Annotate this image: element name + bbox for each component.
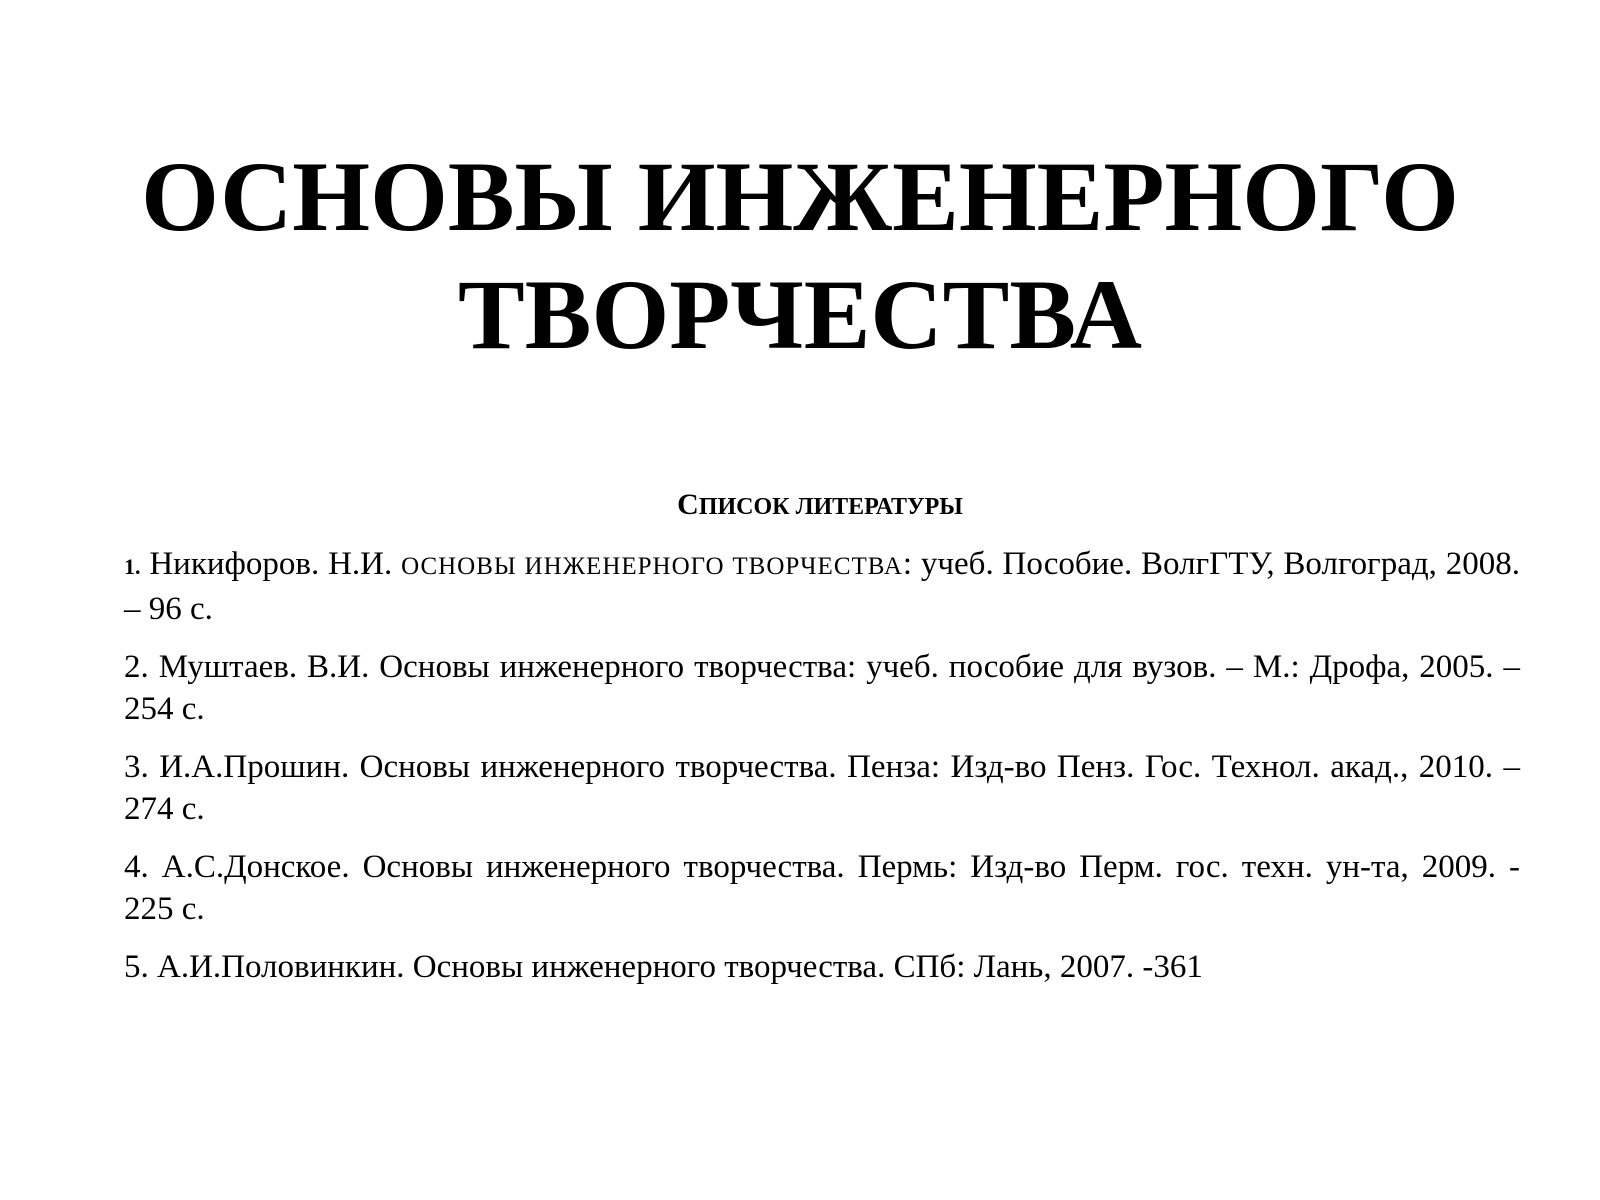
reference-item-2: 2. Муштаев. В.И. Основы инженерного творчества: учеб. пособие для вузов. – М.: Дрофа, 2005. – 254 с. — [124, 649, 1520, 727]
slide-title — [80, 138, 1520, 374]
reference-item-1 — [124, 543, 1520, 630]
reference-details: : учеб. Пособие. ВолгГТУ, Волгоград, 2008. – 96 с. — [124, 546, 1520, 627]
reference-item-3: 3. И.А.Прошин. Основы инженерного творчества. Пенза: Изд-во Пенз. Гос. Технол. акад., 2010. – 274 с. — [124, 749, 1520, 827]
reference-author: Никифоров. Н.И. — [149, 546, 393, 582]
reference-title: ОСНОВЫ ИНЖЕНЕРНОГО ТВОРЧЕСТВА — [401, 553, 903, 580]
reference-number: 1. — [124, 554, 141, 579]
references-heading-initial: С — [677, 488, 699, 521]
references-heading — [120, 488, 1520, 524]
title-line-2: ТВОРЧЕСТВА — [458, 259, 1142, 370]
title-line-1: ОСНОВЫ ИНЖЕНЕРНОГО — [141, 141, 1459, 252]
references-list — [124, 543, 1520, 1004]
reference-item-4: 4. А.С.Донское. Основы инженерного творчества. Пермь: Изд-во Перм. гос. техн. ун-та, 2009. - 225 с. — [124, 849, 1520, 927]
reference-item-5: 5. А.И.Половинкин. Основы инженерного творчества. СПб: Лань, 2007. -361 — [124, 949, 1203, 985]
references-heading-rest: ПИСОК ЛИТЕРАТУРЫ — [698, 494, 963, 520]
